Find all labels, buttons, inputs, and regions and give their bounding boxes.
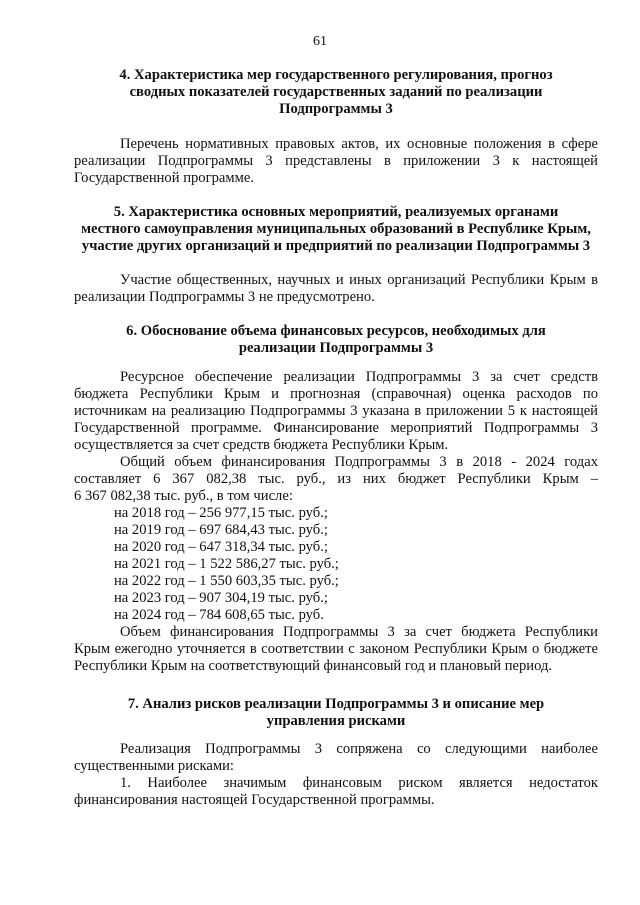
heading-line: 7. Анализ рисков реализации Подпрограммы 3 и описание мер (127, 696, 545, 712)
heading-line: 4. Характеристика мер государственного регулирования, прогноз (119, 67, 553, 83)
text-line: составляет 6 367 082,38 тыс. руб., из них бюджет Республики Крым – (74, 471, 598, 487)
heading-line: местного самоуправления муниципальных образований в Республике Крым, (81, 221, 591, 237)
section-6-paragraph-1: Ресурсное обеспечение реализации Подпрограммы 3 за счет средств бюджета Республики Крым и прогнозная (справочная) оценка расходов по источникам на реализацию Подпрограммы 3 указана в приложении 5 к настоящей Государственной программе. Финансирование мероприятий Подпрограммы 3 осуществляется за счет средств бюджета Республики Крым. (74, 369, 598, 453)
text-line: Общий объем финансирования Подпрограммы 3 в 2018 - 2024 годах (120, 454, 598, 470)
page-number: 61 (313, 34, 327, 49)
section-7-heading (74, 696, 598, 730)
list-item: на 2019 год – 697 684,43 тыс. руб.; (114, 522, 328, 538)
list-item: на 2023 год – 907 304,19 тыс. руб.; (114, 590, 328, 606)
section-5-heading (74, 204, 598, 255)
section-7-paragraph-2: 1. Наиболее значимым финансовым риском является недостаток финансирования настоящей Государственной программы. (74, 775, 598, 808)
list-item: на 2021 год – 1 522 586,27 тыс. руб.; (114, 556, 339, 572)
list-item: на 2022 год – 1 550 603,35 тыс. руб.; (114, 573, 339, 589)
section-6-paragraph-3: Объем финансирования Подпрограммы 3 за счет бюджета Республики Крым ежегодно уточняется в соответствии с законом Республики Крым о бюджете Республики Крым на соответствующий финансовый год и плановый период. (74, 624, 598, 674)
heading-line: управления рисками (266, 713, 406, 729)
section-4-heading (74, 67, 598, 118)
heading-line: участие других организаций и предприятий по реализации Подпрограммы 3 (81, 238, 591, 254)
list-item: на 2024 год – 784 608,65 тыс. руб. (114, 607, 324, 623)
heading-line: Подпрограммы 3 (279, 101, 393, 117)
heading-line: реализации Подпрограммы 3 (238, 340, 434, 356)
section-7-paragraph-1: Реализация Подпрограммы 3 сопряжена со следующими наиболее существенными рисками: (74, 741, 598, 774)
heading-line: 5. Характеристика основных мероприятий, реализуемых органами (113, 204, 559, 220)
yearly-funding-list (74, 505, 598, 624)
section-5-paragraph: Участие общественных, научных и иных организаций Республики Крым в реализации Подпрограммы 3 не предусмотрено. (74, 272, 598, 305)
section-6-paragraph-2 (74, 454, 598, 505)
list-item: на 2018 год – 256 977,15 тыс. руб.; (114, 505, 328, 521)
heading-line: 6. Обоснование объема финансовых ресурсов, необходимых для (126, 323, 546, 339)
list-item: на 2020 год – 647 318,34 тыс. руб.; (114, 539, 328, 555)
section-4-paragraph: Перечень нормативных правовых актов, их основные положения в сфере реализации Подпрограммы 3 представлены в приложении 3 к настоящей Государственной программе. (74, 136, 598, 186)
section-6-heading (74, 323, 598, 357)
text-line: 6 367 082,38 тыс. руб., в том числе: (74, 488, 293, 504)
heading-line: сводных показателей государственных заданий по реализации (129, 84, 543, 100)
